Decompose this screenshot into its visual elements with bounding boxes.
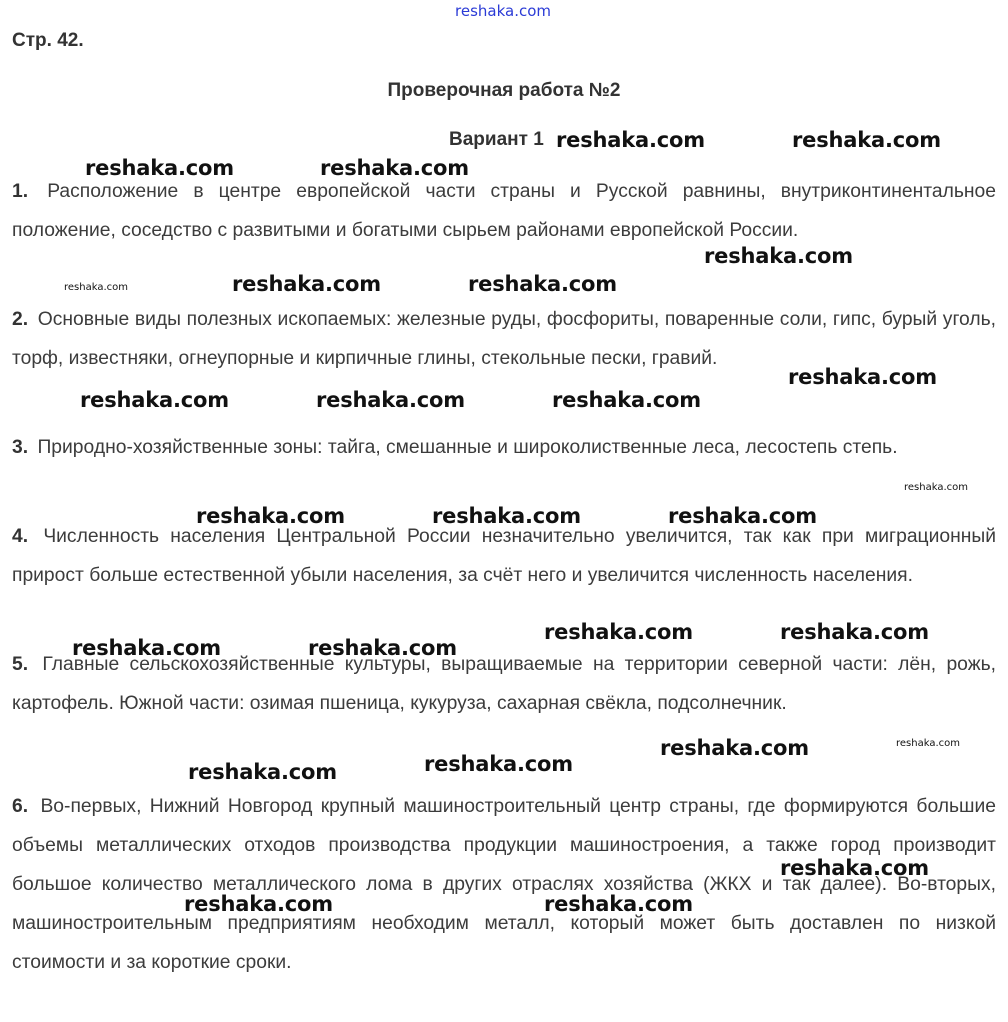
answer-3 <box>12 428 996 467</box>
watermark: reshaka.com <box>316 388 465 412</box>
answer-text: Основные виды полезных ископаемых: железные руды, фосфориты, поваренные соли, гипс, бурый уголь, торф, известняки, огнеупорные и кирпичные глины, стекольные пески, гравий. <box>12 309 997 369</box>
answer-number: 1. <box>12 181 29 202</box>
answer-4 <box>12 517 996 595</box>
watermark: reshaka.com <box>556 128 705 152</box>
watermark: reshaka.com <box>308 636 457 660</box>
answer-number: 6. <box>12 796 29 817</box>
watermark: reshaka.com <box>788 365 937 389</box>
watermark: reshaka.com <box>544 620 693 644</box>
watermark: reshaka.com <box>424 752 573 776</box>
page-number: Стр. 42. <box>12 30 84 51</box>
answer-text: Расположение в центре европейской части страны и Русской равнины, внутриконтинентальное положение, соседство с развитыми и богатыми сырьем районами европейской России. <box>12 181 996 241</box>
watermark: reshaka.com <box>668 504 817 528</box>
answer-text: Главные сельскохозяйственные культуры, выращиваемые на территории северной части: лён, рожь, картофель. Южной части: озимая пшеница, кукуруза, сахарная свёкла, подсолнечник. <box>12 654 996 714</box>
watermark: reshaka.com <box>780 620 929 644</box>
watermark: reshaka.com <box>432 504 581 528</box>
answer-number: 4. <box>12 526 29 547</box>
answer-text: Численность населения Центральной России незначительно увеличится, так как при миграционный прирост больше естественной убыли населения, за счёт него и увеличится численность населения. <box>12 526 997 586</box>
answer-1 <box>12 172 996 250</box>
answer-text: Во-первых, Нижний Новгород крупный машиностроительный центр страны, где формируются большие объемы металлических отходов производства продукции машиностроения, а также город производит большое количество металлического лома в других отраслях хозяйства (ЖКХ и так далее). Во-вторых, машиностроительным предприятиям необходим металл, который может быть доставлен по низкой стоимости и за короткие сроки. <box>12 796 997 973</box>
page-title: Проверочная работа №2 <box>387 80 621 101</box>
answer-text: Природно-хозяйственные зоны: тайга, смешанные и широколиственные леса, лесостепь степь. <box>37 437 898 458</box>
top-watermark: reshaka.com <box>455 2 551 20</box>
watermark: reshaka.com <box>552 388 701 412</box>
watermark: reshaka.com <box>704 244 853 268</box>
watermark-small: reshaka.com <box>64 282 128 293</box>
watermark: reshaka.com <box>196 504 345 528</box>
answer-number: 5. <box>12 654 29 675</box>
watermark: reshaka.com <box>780 856 929 880</box>
variant-heading: Вариант 1 <box>449 129 544 150</box>
watermark: reshaka.com <box>232 272 381 296</box>
watermark: reshaka.com <box>468 272 617 296</box>
answer-6 <box>12 787 996 982</box>
watermark: reshaka.com <box>792 128 941 152</box>
watermark: reshaka.com <box>80 388 229 412</box>
watermark-small: reshaka.com <box>904 482 968 493</box>
watermark: reshaka.com <box>184 892 333 916</box>
watermark: reshaka.com <box>320 156 469 180</box>
answer-number: 2. <box>12 309 29 330</box>
watermark: reshaka.com <box>660 736 809 760</box>
answer-number: 3. <box>12 437 29 458</box>
watermark-small: reshaka.com <box>896 738 960 749</box>
watermark: reshaka.com <box>544 892 693 916</box>
watermark: reshaka.com <box>188 760 337 784</box>
watermark: reshaka.com <box>85 156 234 180</box>
watermark: reshaka.com <box>72 636 221 660</box>
